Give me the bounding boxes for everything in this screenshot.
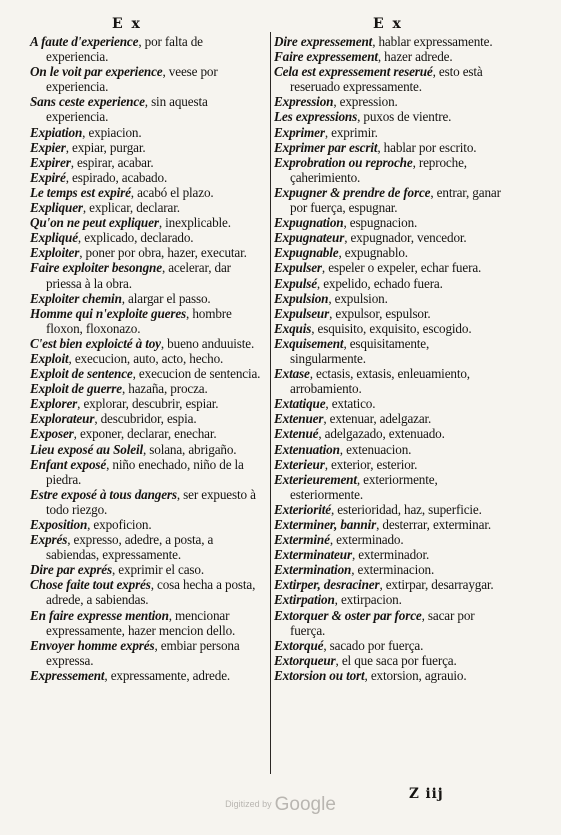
entry-headword: Exploiter [30,245,80,261]
entry-translation: , reproche, çaherimiento. [290,154,467,185]
dictionary-entry [30,366,268,381]
dictionary-entry [274,577,506,592]
entry-translation: , esquisitamente, singularmente. [290,335,430,366]
entry-translation: , puxos de vientre. [357,109,452,125]
entry-translation: , explicado, declarado. [77,230,194,246]
entry-translation: , expression. [333,94,398,110]
entry-headword: Expliqué [30,230,78,246]
entry-translation: , expelido, echado fuera. [316,275,443,291]
dictionary-entry [30,351,268,366]
dictionary-entry [274,276,506,291]
dictionary-entry [30,457,268,487]
dictionary-entry [30,487,268,517]
entry-translation: , acelerar, dar priessa à la obra. [46,260,231,291]
dictionary-entry [274,396,506,411]
entry-translation: , sacado por fuerça. [323,637,424,653]
entry-headword: Exploit de sentence [30,366,133,382]
dictionary-entry [30,200,268,215]
entry-headword: Expugnable [274,245,339,261]
entry-translation: , por falta de experiencia. [46,34,203,65]
entry-translation: , espirar, acabar. [70,154,154,170]
dictionary-entry [274,125,506,140]
entry-translation: , veese por experiencia. [46,64,218,95]
entry-headword: Expier [30,139,66,155]
entry-headword: Explorer [30,396,78,412]
dictionary-entry [30,34,268,64]
entry-translation: , esterioridad, haz, superficie. [330,501,482,517]
entry-headword: Exteriorité [274,501,331,517]
entry-translation: , exponer, declarar, enechar. [73,426,217,442]
entry-headword: Exterminé [274,532,330,548]
dictionary-entry [274,668,506,683]
dictionary-entry [274,155,506,185]
entry-headword: Exquisement [274,335,344,351]
entry-translation: , esquisito, exquisito, escogido. [311,320,472,336]
entry-translation: , poner por obra, hazer, executar. [79,245,247,261]
dictionary-entry [274,34,506,49]
entry-headword: Estre exposé à tous dangers [30,486,177,502]
right-column [274,34,506,683]
entry-translation: , exprimir. [324,124,378,140]
entry-translation: , espeler o expeler, echar fuera. [321,260,482,276]
entry-headword: Extorsion ou tort [274,667,365,683]
entry-headword: Extenué [274,426,319,442]
entry-translation: , entrar, ganar por fuerça, espugnar. [290,184,501,216]
entry-translation: , ser expuesto à todo riezgo. [46,486,256,517]
entry-headword: Exposition [30,517,88,532]
left-column [30,34,268,683]
entry-translation: , expoficion. [87,517,152,532]
entry-translation: , descubridor, espia. [94,411,197,427]
entry-headword: Expressement [30,667,105,683]
entry-headword: Expiré [30,169,66,185]
entry-translation: , extenuar, adelgazar. [323,411,432,427]
entry-headword: Exterminateur [274,547,352,563]
entry-translation: , esto està reseruado expressamente. [290,64,483,95]
entry-headword: Le temps est expiré [30,184,131,200]
entry-translation: , sacar por fuerça. [290,607,475,638]
dictionary-entry [30,381,268,396]
dictionary-entry [30,291,268,306]
entry-translation: , inexplicable. [158,215,231,231]
dictionary-entry [274,502,506,517]
dictionary-entry [274,94,506,109]
dictionary-entry [274,472,506,502]
entry-translation: , hablar por escrito. [377,139,477,155]
entry-headword: Les expressions [274,109,358,125]
dictionary-entry [274,562,506,577]
entry-headword: Exploit de guerre [30,381,122,397]
dictionary-entry [274,442,506,457]
entry-translation: , solana, abrigaño. [142,441,237,457]
entry-headword: Exprés [30,532,68,548]
entry-headword: Expulser [274,260,322,276]
dictionary-entry [274,306,506,321]
dictionary-entry [30,426,268,441]
entry-translation: , exteriormente, esteriormente. [290,471,438,502]
dictionary-entry [30,125,268,140]
entry-translation: , extenuacion. [339,441,412,457]
entry-headword: Extenuer [274,411,324,427]
dictionary-entry [274,109,506,124]
entry-headword: Cela est expressement reserué [274,64,433,80]
dictionary-entry [30,64,268,94]
dictionary-entry [274,185,506,215]
entry-translation: , el que saca por fuerça. [335,652,457,668]
entry-headword: Extenuation [274,441,340,457]
entry-translation: , hazaña, procza. [121,381,208,397]
entry-headword: Dire expressement [274,34,373,49]
entry-headword: Extorqué [274,637,324,653]
entry-headword: Exprimer [274,124,325,140]
entry-headword: Expugner & prendre de force [274,184,431,200]
dictionary-entry [30,306,268,336]
dictionary-entry [274,638,506,653]
entry-headword: Lieu exposé au Soleil [30,441,143,457]
entry-headword: Exquis [274,320,312,336]
entry-translation: , hablar expressamente. [372,34,493,49]
entry-translation: , expiacion. [82,124,142,140]
dictionary-entry [274,608,506,638]
entry-translation: , expugnablo. [338,245,408,261]
dictionary-entry [274,49,506,64]
entry-translation: , extirpacion. [334,592,402,608]
dictionary-entry [30,638,268,668]
entry-translation: , extirpar, desarraygar. [379,577,494,593]
entry-headword: Exterminer, bannir [274,517,377,532]
entry-headword: Exprobration ou reproche [274,154,413,170]
entry-headword: Dire par exprés [30,562,112,578]
entry-translation: , adelgazado, extenuado. [318,426,445,442]
entry-translation: , expulsor, espulsor. [329,305,431,321]
entry-headword: Enfant exposé [30,456,107,472]
entry-headword: Expugnation [274,215,344,231]
dictionary-entry [274,653,506,668]
entry-headword: Extirpation [274,592,335,608]
dictionary-entry [274,140,506,155]
dictionary-entry [30,442,268,457]
dictionary-entry [274,64,506,94]
dictionary-entry [30,411,268,426]
entry-headword: Exploit [30,350,69,366]
dictionary-entry [30,94,268,124]
entry-translation: , mencionar expressamente, hazer mencion dello. [46,607,236,638]
dictionary-entry [30,230,268,245]
dictionary-entry [274,547,506,562]
entry-translation: , explorar, descubrir, espiar. [77,396,219,412]
dictionary-entry [274,517,506,532]
entry-headword: Exterieurement [274,471,357,487]
entry-headword: Expiation [30,124,83,140]
entry-headword: Expression [274,94,334,110]
entry-translation: , exterior, esterior. [324,456,418,472]
dictionary-entry [30,562,268,577]
entry-translation: , exterminador. [351,547,430,563]
entry-headword: Exprimer par escrit [274,139,378,155]
entry-headword: Extase [274,366,310,382]
entry-headword: Extorquer & oster par force [274,607,422,623]
dictionary-entry [274,426,506,441]
running-head-left: E x [112,16,142,32]
dictionary-entry [274,291,506,306]
entry-translation: , espugnacion. [343,215,418,231]
entry-headword: On le voit par experience [30,64,163,80]
running-head-right: E x [373,16,403,32]
dictionary-entry [274,592,506,607]
entry-headword: Faire expressement [274,49,378,65]
dictionary-entry [274,336,506,366]
entry-headword: Explorateur [30,411,95,427]
entry-translation: , ectasis, extasis, enleuamiento, arrobamiento. [290,366,470,397]
column-divider [270,32,271,774]
entry-translation: , espirado, acabado. [65,169,168,185]
entry-headword: Expliquer [30,200,83,216]
dictionary-entry [274,230,506,245]
dictionary-entry [30,577,268,607]
entry-headword: Extirper, desraciner [274,577,380,593]
entry-translation: , bueno anduuiste. [160,335,255,351]
entry-translation: , exprimir el caso. [112,562,204,578]
dictionary-entry [274,245,506,260]
entry-translation: , exterminacion. [351,562,435,578]
entry-headword: Exploiter chemin [30,290,122,306]
entry-translation: , embiar persona expressa. [46,637,240,668]
entry-translation: , expresso, adedre, a posta, a sabiendas, expressamente. [46,532,214,563]
dictionary-entry [30,336,268,351]
entry-translation: , execucion de sentencia. [132,366,261,382]
entry-translation: , desterrar, exterminar. [376,517,491,532]
entry-headword: A faute d'experience [30,34,139,49]
dictionary-entry [274,260,506,275]
dictionary-entry [274,321,506,336]
entry-translation: , extorsion, agrauio. [364,667,467,683]
entry-headword: Extorqueur [274,652,336,668]
entry-headword: C'est bien exploicté à toy [30,335,161,351]
dictionary-entry [30,608,268,638]
entry-translation: , extatico. [325,396,376,412]
entry-translation: , expugnador, vencedor. [344,230,467,246]
entry-headword: Exterieur [274,456,325,472]
entry-translation: , expressamente, adrede. [104,667,231,683]
entry-translation: , expiar, purgar. [65,139,146,155]
entry-headword: Homme qui n'exploite gueres [30,305,187,321]
dictionary-entry [274,215,506,230]
google-logo: Google [274,794,336,815]
entry-headword: Envoyer homme exprés [30,637,155,653]
entry-headword: Expulseur [274,305,330,321]
entry-translation: , sin aquesta experiencia. [46,94,208,125]
entry-translation: , execucion, auto, acto, hecho. [68,350,224,366]
entry-headword: Qu'on ne peut expliquer [30,215,159,231]
entry-translation: , alargar el passo. [121,290,211,306]
entry-headword: Extatique [274,396,326,412]
dictionary-entry [30,245,268,260]
entry-headword: Expulsion [274,290,329,306]
entry-translation: , cosa hecha a posta, adrede, a sabiendas. [46,577,256,608]
entry-translation: , expulsion. [328,290,388,306]
entry-headword: Chose faite tout exprés [30,577,151,593]
entry-headword: Exposer [30,426,74,442]
dictionary-entry [274,532,506,547]
dictionary-entry [274,366,506,396]
dictionary-entry [274,411,506,426]
entry-headword: En faire expresse mention [30,607,169,623]
entry-translation: , acabó el plazo. [130,184,214,200]
entry-headword: Expulsé [274,275,317,291]
dictionary-entry [30,260,268,290]
entry-headword: Expirer [30,154,71,170]
dictionary-entry [30,668,268,683]
dictionary-entry [274,457,506,472]
entry-headword: Expugnateur [274,230,345,246]
entry-headword: Faire exploiter besongne [30,260,162,276]
dictionary-entry [30,517,268,532]
digitized-by-text: Digitized by [225,799,272,809]
entry-translation: , niño enechado, niño de la piedra. [46,456,244,487]
entry-translation: , hazer adrede. [377,49,453,65]
signature-mark: Z iij [409,786,444,802]
entry-translation: , hombre floxon, floxonazo. [46,305,232,336]
dictionary-entry [30,215,268,230]
dictionary-entry [30,155,268,170]
dictionary-entry [30,185,268,200]
digitized-footer [0,794,561,816]
entry-translation: , explicar, declarar. [82,200,180,216]
dictionary-entry [30,140,268,155]
dictionary-entry [30,396,268,411]
dictionary-entry [30,532,268,562]
dictionary-entry [30,170,268,185]
entry-headword: Sans ceste experience [30,94,145,110]
entry-headword: Extermination [274,562,352,578]
entry-translation: , exterminado. [329,532,404,548]
